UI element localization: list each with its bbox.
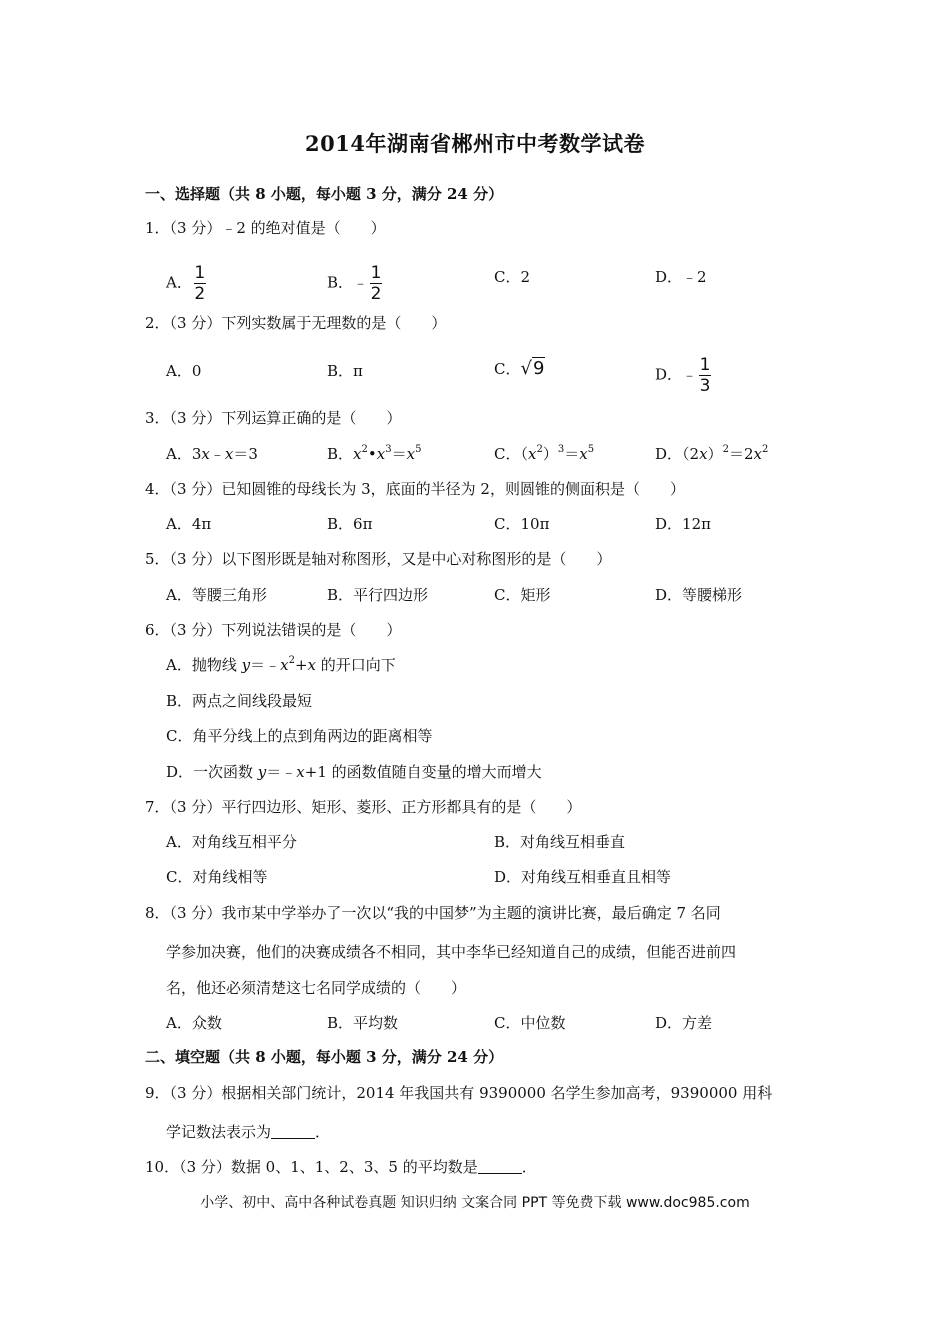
question-1-option-a: A． $\frac{1}{2}$ — [166, 263, 206, 304]
question-3-option-c: C．$(x^2)^3=x^5$ — [494, 444, 595, 463]
question-2-option-d: D．﹣ $\frac{1}{3}$ — [655, 355, 711, 396]
question-7-option-d: D．对角线互相垂直且相等 — [494, 868, 672, 886]
section-heading-choice: 一、选择题（共 8 小题，每小题 3 分，满分 24 分） — [145, 185, 504, 203]
question-8-stem-line1: 8．（3 分）我市某中学举办了一次以“我的中国梦”为主题的演讲比赛，最后确定 7 名同 — [145, 904, 721, 922]
question-7-stem: 7．（3 分）平行四边形、矩形、菱形、正方形都具有的是（ ） — [145, 798, 582, 816]
question-6-option-d: D．一次函数 y＝﹣x+1 的函数值随自变量的增大而增大 — [166, 763, 542, 781]
question-3-option-d: D．$(2x)^2=2x^2$ — [655, 444, 769, 463]
answer-blank — [478, 1159, 522, 1174]
question-8-option-c: C．中位数 — [494, 1014, 566, 1032]
page-footer: 小学、初中、高中各种试卷真题 知识归纳 文案合同 PPT 等免费下载 www.doc985.com — [200, 1195, 750, 1211]
question-5-stem: 5．（3 分）以下图形既是轴对称图形，又是中心对称图形的是（ ） — [145, 550, 612, 568]
question-1-option-d: D．﹣2 — [655, 268, 707, 286]
question-3-option-a: A．3x﹣x＝3 — [166, 445, 258, 463]
sqrt-symbol: √9 — [520, 358, 545, 379]
question-9-stem-line1: 9．（3 分）根据相关部门统计，2014 年我国共有 9390000 名学生参加高考，9390000 用科 — [145, 1084, 773, 1102]
question-4-option-c: C．10π — [494, 515, 550, 533]
question-1-option-b: B．﹣ $\frac{1}{2}$ — [327, 263, 382, 304]
question-8-option-d: D．方差 — [655, 1014, 713, 1032]
question-10-stem: 10．（3 分）数据 0、1、1、2、3、5 的平均数是 ． — [145, 1158, 537, 1176]
answer-blank — [271, 1124, 315, 1139]
question-1-option-c: C．2 — [494, 268, 531, 286]
question-5-option-d: D．等腰梯形 — [655, 586, 743, 604]
question-6-option-c: C．角平分线上的点到角两边的距离相等 — [166, 727, 433, 745]
question-3-stem: 3．（3 分）下列运算正确的是（ ） — [145, 409, 402, 427]
question-6-option-a: A．抛物线 $y=﹣x^2+x$ 的开口向下 — [166, 655, 396, 674]
section-heading-fill: 二、填空题（共 8 小题，每小题 3 分，满分 24 分） — [145, 1048, 504, 1066]
question-6-stem: 6．（3 分）下列说法错误的是（ ） — [145, 621, 402, 639]
question-7-option-a: A．对角线互相平分 — [166, 833, 297, 851]
question-2-option-b: B．π — [327, 362, 363, 380]
question-3-option-b: B．$x^2•x^3=x^5$ — [327, 444, 422, 463]
question-9-stem-line2: 学记数法表示为 ． — [166, 1123, 331, 1141]
question-5-option-a: A．等腰三角形 — [166, 586, 267, 604]
question-2-option-a: A．0 — [166, 362, 202, 380]
question-7-option-b: B．对角线互相垂直 — [494, 833, 626, 851]
question-4-option-a: A．4π — [166, 515, 212, 533]
page-title: 2014年湖南省郴州市中考数学试卷 — [305, 131, 645, 156]
question-1-stem: 1．（3 分）﹣2 的绝对值是（ ） — [145, 219, 386, 237]
fraction: $\frac{1}{3}$ — [699, 355, 711, 396]
question-2-stem: 2．（3 分）下列实数属于无理数的是（ ） — [145, 314, 447, 332]
fraction: $\frac{1}{2}$ — [194, 263, 206, 304]
fraction: $\frac{1}{2}$ — [370, 263, 382, 304]
question-8-stem-line3: 名，他还必须清楚这七名同学成绩的（ ） — [166, 979, 467, 997]
question-5-option-c: C．矩形 — [494, 586, 551, 604]
question-8-option-a: A．众数 — [166, 1014, 222, 1032]
question-7-option-c: C．对角线相等 — [166, 868, 268, 886]
question-8-option-b: B．平均数 — [327, 1014, 399, 1032]
question-4-option-b: B．6π — [327, 515, 373, 533]
question-6-option-b: B．两点之间线段最短 — [166, 692, 313, 710]
question-5-option-b: B．平行四边形 — [327, 586, 429, 604]
question-4-option-d: D．12π — [655, 515, 711, 533]
question-2-option-c: C．√9 — [494, 358, 545, 379]
question-4-stem: 4．（3 分）已知圆锥的母线长为 3，底面的半径为 2，则圆锥的侧面积是（ ） — [145, 480, 685, 498]
question-8-stem-line2: 学参加决赛，他们的决赛成绩各不相同，其中李华已经知道自己的成绩，但能否进前四 — [166, 943, 737, 961]
